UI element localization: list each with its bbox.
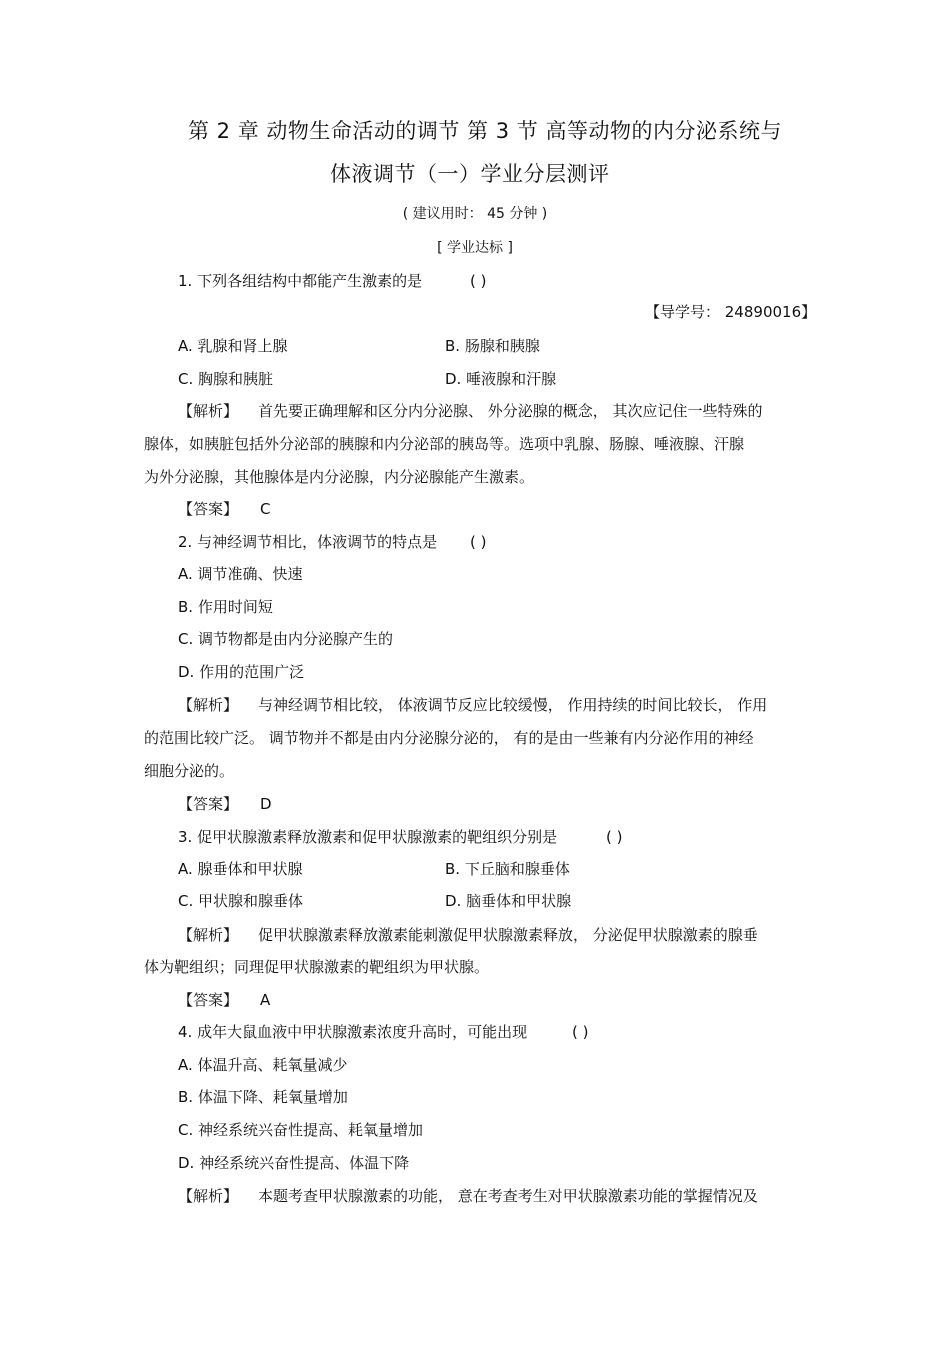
- question-1-analysis-line: 首先要正确理解和区分内分泌腺、 外分泌腺的概念， 其次应记住一些特殊的: [258, 402, 763, 420]
- question-3-option-d: D. 脑垂体和甲状腺: [445, 892, 572, 910]
- section-label: [ 学业达标 ]: [437, 240, 513, 256]
- question-1-stem: 1. 下列各组结构中都能产生激素的是: [178, 272, 423, 290]
- question-2-answer-tag: 【答案】: [178, 795, 239, 813]
- question-1-option-a: A. 乳腺和肾上腺: [178, 337, 288, 355]
- question-4-option-b: B. 体温下降、耗氧量增加: [178, 1088, 348, 1106]
- question-3-answer-tag: 【答案】: [178, 991, 239, 1009]
- question-3-analysis-line: 体为靶组织；同理促甲状腺激素的靶组织为甲状腺。: [144, 958, 490, 976]
- question-1-option-c: C. 胸腺和胰脏: [178, 370, 274, 388]
- chapter-title-line2: 体液调节（一）学业分层测评: [330, 162, 610, 186]
- question-2-option-a: A. 调节准确、快速: [178, 565, 303, 583]
- question-3-option-a: A. 腺垂体和甲状腺: [178, 860, 303, 878]
- question-2-stem: 2. 与神经调节相比，体液调节的特点是: [178, 533, 438, 551]
- question-4-paren: ( ): [572, 1023, 589, 1041]
- question-4-option-a: A. 体温升高、耗氧量减少: [178, 1056, 348, 1074]
- question-2-option-d: D. 作用的范围广泛: [178, 663, 305, 681]
- question-4-analysis-tag: 【解析】: [178, 1187, 239, 1205]
- question-1-answer: C: [260, 500, 271, 518]
- question-2-option-c: C. 调节物都是由内分泌腺产生的: [178, 630, 394, 648]
- question-3-option-b: B. 下丘脑和腺垂体: [445, 860, 570, 878]
- question-2-analysis-line: 与神经调节相比较， 体液调节反应比较缓慢， 作用持续的时间比较长， 作用: [258, 696, 768, 714]
- question-1-analysis-tag: 【解析】: [178, 402, 239, 420]
- question-1-answer-tag: 【答案】: [178, 500, 239, 518]
- time-note: ( 建议用时： 45 分钟 ): [402, 206, 548, 222]
- question-2-answer: D: [260, 795, 272, 813]
- question-2-option-b: B. 作用时间短: [178, 598, 273, 616]
- question-2-analysis-tag: 【解析】: [178, 696, 239, 714]
- question-1-paren: ( ): [470, 272, 487, 290]
- guide-number: 【导学号： 24890016】: [645, 303, 817, 321]
- question-2-paren: ( ): [470, 533, 487, 551]
- question-4-option-d: D. 神经系统兴奋性提高、体温下降: [178, 1154, 410, 1172]
- question-1-option-d: D. 唾液腺和汗腺: [445, 370, 557, 388]
- question-3-stem: 3. 促甲状腺激素释放激素和促甲状腺激素的靶组织分别是: [178, 828, 558, 846]
- question-4-analysis-line: 本题考查甲状腺激素的功能， 意在考查考生对甲状腺激素功能的掌握情况及: [258, 1187, 758, 1205]
- question-1-option-b: B. 肠腺和胰腺: [445, 337, 540, 355]
- question-3-paren: ( ): [606, 828, 623, 846]
- question-1-analysis-line: 腺体，如胰脏包括外分泌部的胰腺和内分泌部的胰岛等。选项中乳腺、肠腺、唾液腺、汗腺: [144, 435, 745, 453]
- question-3-answer: A: [260, 991, 271, 1009]
- question-2-analysis-line: 的范围比较广泛。 调节物并不都是由内分泌腺分泌的， 有的是由一些兼有内分泌作用的神经: [144, 729, 754, 747]
- chapter-title: 第 2 章 动物生命活动的调节 第 3 节 高等动物的内分泌系统与: [188, 119, 782, 143]
- question-4-stem: 4. 成年大鼠血液中甲状腺激素浓度升高时，可能出现: [178, 1023, 528, 1041]
- question-3-analysis-tag: 【解析】: [178, 926, 239, 944]
- question-2-analysis-line: 细胞分泌的。: [144, 762, 235, 780]
- question-1-analysis-line: 为外分泌腺，其他腺体是内分泌腺，内分泌腺能产生激素。: [144, 468, 535, 486]
- question-3-analysis-line: 促甲状腺激素释放激素能刺激促甲状腺激素释放， 分泌促甲状腺激素的腺垂: [258, 926, 758, 944]
- question-3-option-c: C. 甲状腺和腺垂体: [178, 892, 304, 910]
- question-4-option-c: C. 神经系统兴奋性提高、耗氧量增加: [178, 1121, 424, 1139]
